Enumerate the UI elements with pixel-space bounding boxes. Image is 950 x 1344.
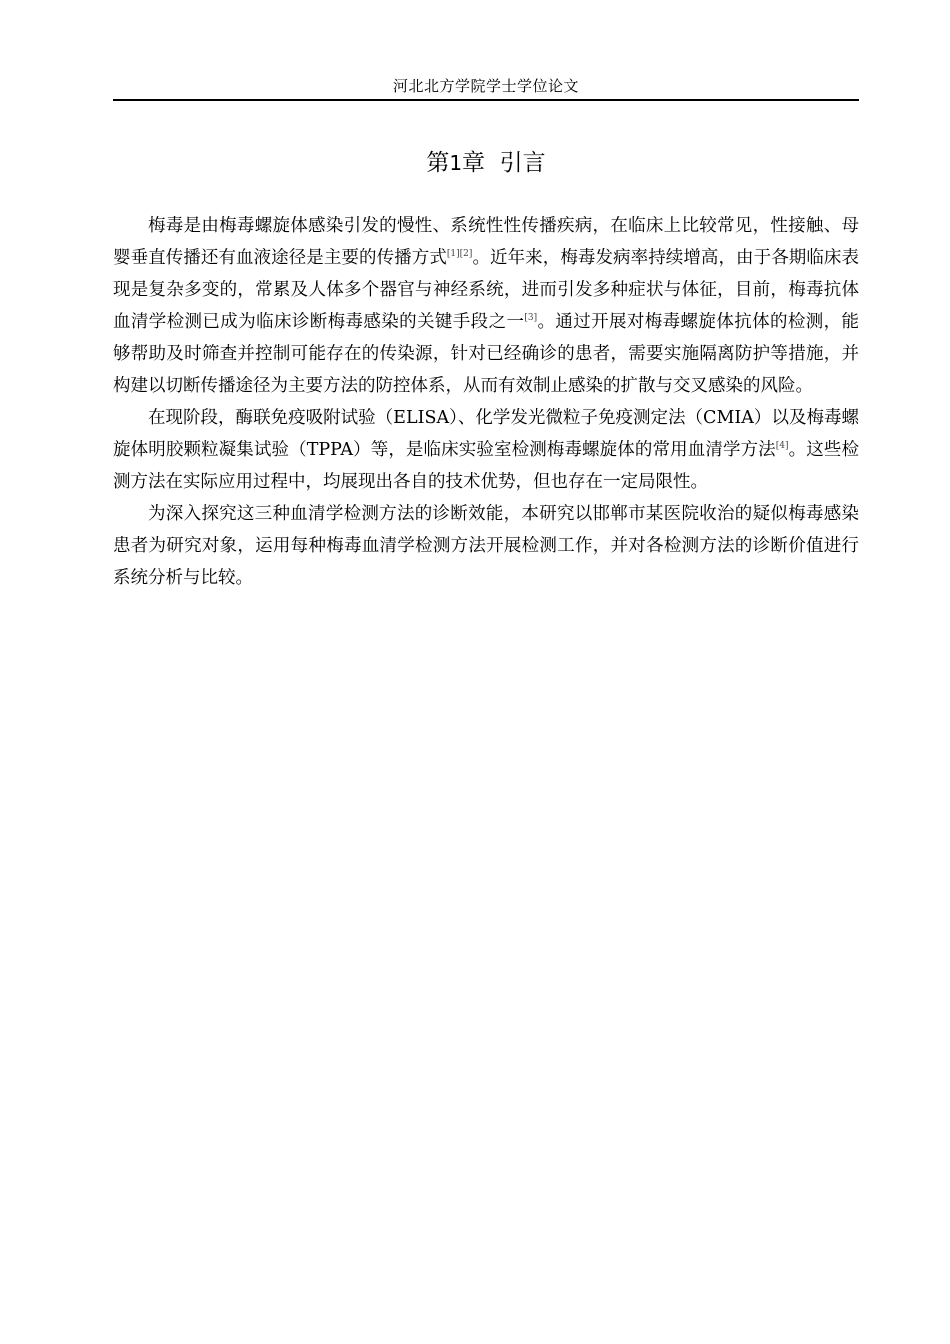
paragraph-3-text: 为深入探究这三种血清学检测方法的诊断效能，本研究以邯郸市某医院收治的疑似梅毒感染患者为研究对象，运用每种梅毒血清学检测方法开展检测工作，并对各检测方法的诊断价值进行系统分析与比较。 [113, 504, 859, 588]
citation-4: [4] [775, 441, 789, 452]
paragraph-1-text-a: 梅毒是由梅毒螺旋体感染引发的慢性、系统性性传播疾病，在临床上比较常见，性接触、母婴垂直传播还有血液途径是主要的传播方式 [113, 216, 859, 268]
chapter-label-suffix: 章 [462, 150, 486, 176]
paragraph-2-text-a: 在现阶段，酶联免疫吸附试验（ELISA）、化学发光微粒子免疫测定法（CMIA）以及梅毒螺旋体明胶颗粒凝集试验（TPPA）等，是临床实验室检测梅毒螺旋体的常用血清学方法 [113, 408, 859, 460]
running-header: 河北北方学院学士学位论文 [392, 77, 579, 95]
paragraph-1-text-c: 。通过开展对梅毒螺旋体抗体的检测，能够帮助及时筛查并控制可能存在的传染源，针对已经确诊的患者，需要实施隔离防护等措施，并构建以切断传播途径为主要方法的防控体系，从而有效制止感染的扩散与交叉感染的风险。 [113, 312, 860, 396]
chapter-heading-text: 引言 [499, 150, 546, 176]
paragraph-1 [113, 210, 859, 402]
paragraph-3 [113, 498, 859, 594]
chapter-label-prefix: 第 [426, 150, 450, 176]
chapter-title [113, 148, 859, 178]
header-rule [113, 99, 859, 101]
citation-1-2: [1][2] [446, 249, 473, 260]
paragraph-2 [113, 402, 859, 498]
chapter-number: 1 [449, 151, 463, 175]
body-text [113, 210, 859, 594]
paragraph-2-text-b: 。这些检测方法在实际应用过程中，均展现出各自的技术优势，但也存在一定局限性。 [113, 440, 859, 492]
citation-3: [3] [524, 313, 538, 324]
paragraph-1-text-b: 。近年来，梅毒发病率持续增高，由于各期临床表现是复杂多变的，常累及人体多个器官与神经系统，进而引发多种症状与体征，目前，梅毒抗体血清学检测已成为临床诊断梅毒感染的关键手段之一 [113, 248, 859, 332]
